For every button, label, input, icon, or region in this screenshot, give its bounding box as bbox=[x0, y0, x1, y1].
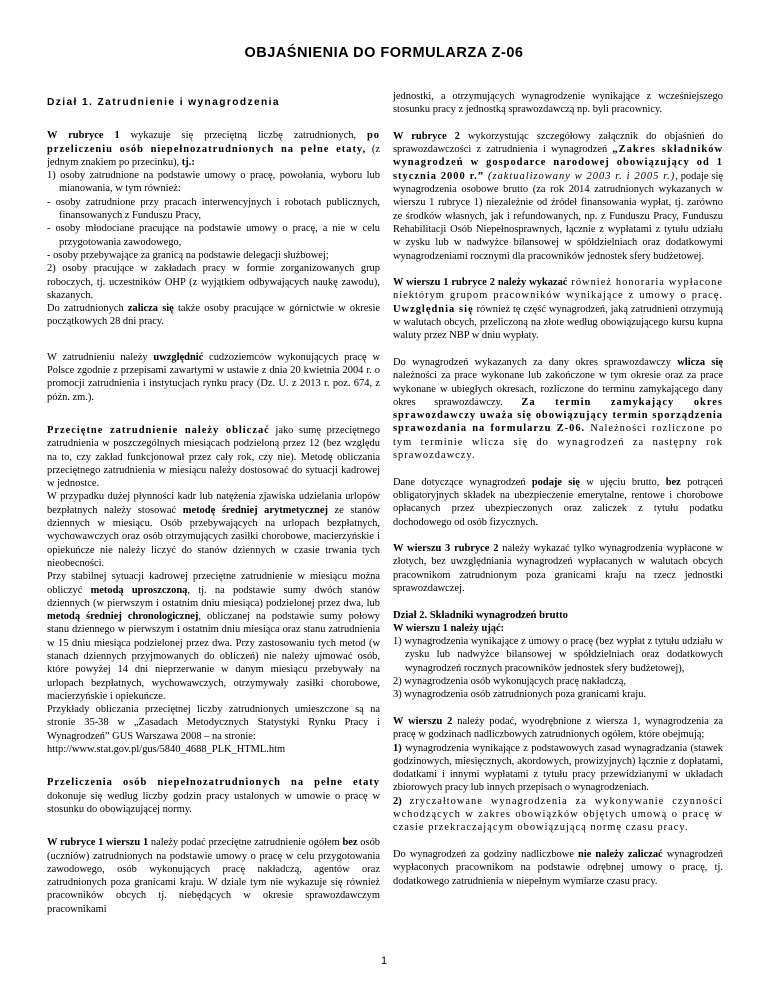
text-bold: wlicza się bbox=[677, 356, 723, 368]
paragraph-wiersz2 bbox=[393, 715, 723, 835]
paragraph-nadliczbowe bbox=[393, 848, 723, 888]
list-item: 2) wynagrodzenia osób wykonujących pracę nakładczą, bbox=[393, 676, 627, 688]
text: Należności rozliczone po tym terminie wlicza się do wynagrodzeń za następny rok sprawozdawczy. bbox=[393, 423, 723, 462]
text: Przykłady obliczania przeciętnej liczby zatrudnionych umieszczone są na stronie 35-38 w „Zasadach Metodycznych Statystyki Rynku Pracy i Wynagrodzeń” GUS Warszawa 2008 – na stronie: bbox=[47, 704, 380, 742]
text-bold: W rubryce 2 bbox=[393, 130, 460, 142]
section1-heading bbox=[47, 96, 380, 109]
text-bold: W wierszu 2 bbox=[393, 715, 453, 727]
page-title: OBJAŚNIENIA DO FORMULARZA Z-06 bbox=[244, 45, 524, 61]
text: Do wynagrodzeń za godziny nadliczbowe bbox=[393, 848, 579, 860]
text: należy podać przeciętne zatrudnienie ogółem bbox=[148, 837, 343, 849]
text-bold: metodę średniej arytmetycznej bbox=[182, 504, 328, 516]
url-link[interactable]: http://www.stat.gov.pl/gus/5840_4688_PLK_HTML.htm bbox=[47, 744, 286, 756]
text-bold: W wierszu 3 rubryce 2 bbox=[393, 543, 499, 555]
text-bold: bez bbox=[665, 476, 681, 488]
paragraph-przeliczenia bbox=[47, 776, 380, 816]
text: (z jednym znakiem po przecinku), bbox=[47, 143, 380, 168]
section1-heading-text: Dział 1. Zatrudnienie i wynagrodzenia bbox=[47, 97, 280, 108]
paragraph-wiersz1-rubryka2 bbox=[393, 276, 723, 342]
text-bold: W rubryce 1 wierszu 1 bbox=[47, 837, 149, 849]
text: Dane dotyczące wynagrodzeń bbox=[393, 476, 532, 488]
list-item: - osoby młodociane pracujące na podstawie umowy o pracę, a nie w celu przygotowania zawodowego, bbox=[47, 223, 380, 248]
text: , obliczanej na podstawie sumy połowy stanu dziennego w pierwszym i ostatnim dniu miesiąca oraz stanu zatrudnienia w 15 dniu miesiąca podzielonej przez dwa. Przy zastosowaniu tych metod (w stanach dziennych przyjmowanych do obliczeń) nie należy ujmować osób, które powyżej 14 dni nieprzerwanie w danym miesiącu przebywały na urlopach bezpłatnych, wychowawczych, otrzymywały zasiłki chorobowe, macierzyńskie i opiekuńcze. bbox=[47, 611, 380, 702]
text: , tj. na podstawie sumy dwóch stanów dziennych (w pierwszym i ostatnim dniu miesiąca) podzielonej przez dwa, lub bbox=[47, 584, 380, 609]
list-item: - osoby przebywające za granicą na podstawie delegacji służbowej; bbox=[47, 249, 329, 261]
text: , podaje się wynagrodzenia osobowe brutto (za rok 2014 zatrudnionych wykazanych w wierszu 1 rubryce 1) niezależnie od źródeł finansowania wypłat, tj. zarówno ze środków własnych, jak i refundowanych, np. z Funduszu Pracy, Funduszu Rehabilitacji Osób Niepełnosprawnych, łącznie z wypłatami z tytułu udziału w zysku lub w nadwyżce bilansowej w spółdzielniach oraz dodatkowymi wynagrodzeniami rocznymi dla pracowników jednostek sfery budżetowej. bbox=[393, 170, 724, 262]
text: osób (uczniów) zatrudnionych na podstawie umowy o pracę w celu przygotowania zawodowego, osób wykonujących pracę nakładczą, agentów oraz zatrudnionych poza granicami kraju. W dziale tym nie wykazuje się również pracowników obcych tj. niebędących w okresie sprawozdawczym pracownikami bbox=[47, 837, 381, 915]
text-bold: Uwzględnia się bbox=[393, 303, 474, 315]
text-bold: metodą uproszczoną bbox=[90, 584, 188, 596]
text: wynagrodzeń wypłaconych pracownikom na podstawie odrębnej umowy o pracę, tj. dodatkowego zatrudnienia w niepełnym wymiarze czasu pracy. bbox=[393, 848, 723, 887]
text-bold: Przeciętne zatrudnienie należy obliczać bbox=[47, 424, 270, 436]
text-bold: 2) bbox=[393, 795, 402, 807]
list-item: 1) wynagrodzenia wynikające z umowy o pracę (bez wypłat z tytułu udziału w zysku lub nadwyżce bilansowej w spółdzielniach oraz dodatkowych wynagrodzeń rocznych pracowników jednostek sfery budżetowej), bbox=[393, 636, 723, 674]
text-bold: zalicza się bbox=[127, 303, 174, 315]
text-bold: nie należy zaliczać bbox=[578, 848, 663, 860]
section2-heading: Dział 2. Składniki wynagrodzeń brutto bbox=[393, 609, 568, 621]
text: jako sumę przeciętnego zatrudnienia w poszczególnych miesiącach podzieloną przez 12 (bez względu na to, czy zakład funkcjonował przez cały rok, czy nie). Metodę obliczania przeciętnego zatrudnienia w miesiącu należy dostosować do sytuacji kadrowej w jednostce. bbox=[47, 424, 380, 490]
text-bold: 1) bbox=[393, 742, 402, 754]
text-bold: bez bbox=[342, 837, 358, 849]
text: należy wykazać tylko wynagrodzenia wypłacone w złotych, bez uwzględniania wynagrodzeń wypłacanych w walutach obcych pracownikom zatrudnionym poza granicami kraju na rzecz jednostki sprawozdawczej. bbox=[393, 543, 723, 594]
left-column bbox=[47, 96, 380, 929]
text: należności za prace wykonane lub zakończone w tym okresie oraz za prace wykonane w ubiegłych okresach, rozliczone do terminu zamykającego dany okres sprawozdawczy. bbox=[393, 370, 723, 408]
section2 bbox=[393, 609, 723, 702]
text: także osoby pracujące w górnictwie w okresie początkowych 28 dni pracy. bbox=[47, 303, 381, 328]
text-bold: Przeliczenia osób niepełnozatrudnionych na pełne etaty bbox=[47, 777, 380, 789]
text: W przypadku dużej płynności kadr lub natężenia zjawiska udzielania urlopów bezpłatnych należy stosować bbox=[47, 491, 380, 516]
text: również tę część wynagrodzeń, jaką zatrudnieni otrzymują w walutach obcych, przeliczoną na złote według obowiązującego kursu kupna waluty przez NBP w dniu wypłaty. bbox=[393, 303, 723, 342]
text: cudzoziemców wykonujących pracę w Polsce zgodnie z przepisami zawartymi w ustawie z dnia 20 kwietnia 2004 r. o promocji zatrudnienia i instytucjach rynku pracy (Dz. U. z 2013 r. poz. 674, z późn. zm.). bbox=[47, 351, 380, 403]
paragraph-brutto bbox=[393, 476, 723, 529]
list-item: - osoby zatrudnione przy pracach interwencyjnych i robotach publicznych, finansowanych z Funduszu Pracy, bbox=[47, 196, 380, 222]
text-italic: (zaktualizowany w 2003 r. i 2005 r.) bbox=[484, 170, 676, 182]
text: ze stanów dziennych w miesiącu. Osób przebywających na urlopach bezpłatnych, wychowawczych oraz osób otrzymujących zasiłki chorobowe, macierzyńskie i opiekuńcze nie należy liczyć do stanów dziennych w czasie trwania tych nieobecności. bbox=[47, 504, 380, 569]
right-column bbox=[393, 91, 724, 901]
text: należy podać, wyodrębnione z wiersza 1, wynagrodzenia za pracę w godzinach nadliczbowych zatrudnionych ogółem, które obejmują; bbox=[393, 715, 723, 741]
paragraph-continuation: jednostki, a otrzymujących wynagrodzenie wynikające z wcześniejszego stosunku pracy z jednostką sprawozdawczą np. byli pracownicy. bbox=[393, 91, 723, 116]
list-item: 2) osoby pracujące w zakładach pracy w formie zorganizowanych grup roboczych, tj. uczestników OHP (z wyjątkiem odbywających naukę zawodu), skazanych. bbox=[47, 263, 380, 301]
text: w ujęciu brutto, bbox=[579, 476, 666, 488]
text: Do wynagrodzeń wykazanych za dany okres sprawozdawczy bbox=[393, 356, 678, 368]
paragraph-wiersz3 bbox=[393, 542, 723, 595]
text: Przy stabilnej sytuacji kadrowej przeciętne zatrudnienie w miesiącu można obliczyć bbox=[47, 571, 380, 596]
text: wynagrodzenia wynikające z podstawowych zasad wynagradzania (stawek godzinowych, miesięcznych, akordowych, prowizyjnych) łącznie z dopłatami, dodatkami i innymi wypłatami z tytułu pracy przewidzianymi w układach zbiorowych pracy lub innych przepisach o wynagrodzeniach. bbox=[393, 742, 723, 794]
text: również honoraria wypłacone niektórym grupom pracowników wynikające z umowy o pracę. bbox=[393, 277, 723, 302]
paragraph-okres bbox=[393, 356, 723, 462]
text-bold: tj.: bbox=[181, 156, 195, 168]
paragraph-cudzoziemcy bbox=[47, 351, 380, 404]
text-bold: po przeliczeniu osób niepełnozatrudnionych na pełne etaty, bbox=[47, 130, 380, 155]
text-bold: „Zakres składników wynagrodzeń w gospodarce narodowej obowiązujący od 1 stycznia 2000 r.” bbox=[393, 144, 723, 182]
paragraph-rubryka1-wiersz1 bbox=[47, 836, 380, 916]
text-bold: W wierszu 1 należy ująć: bbox=[393, 622, 505, 634]
page-number: 1 bbox=[380, 955, 388, 967]
text-bold: W wierszu 1 rubryce 2 należy wykazać bbox=[393, 277, 568, 289]
paragraph-rubryka2 bbox=[393, 130, 723, 263]
text: wykorzystując szczegółowy załącznik do objaśnień do sprawozdawczości z zatrudnienia i wynagrodzeń bbox=[393, 130, 723, 156]
paragraph-rubryka1 bbox=[47, 129, 380, 328]
text-bold: metodą średniej chronologicznej bbox=[47, 611, 199, 623]
text: dokonuje się według liczby godzin pracy ustalonych w umowie o pracę w stosunku do obowiązującej normy. bbox=[47, 790, 380, 815]
text: potrąceń obligatoryjnych składek na ubezpieczenie emerytalne, rentowe i chorobowe opłacanych przez ubezpieczonych oraz zaliczek z tytułu podatku dochodowego od osób fizycznych. bbox=[393, 476, 723, 528]
text: zryczałtowane wynagrodzenia za wykonywanie czynności wchodzących w zakres obowiązków objętych umową o pracę w czasie przekraczającym obowiązującą normę czasu pracy. bbox=[393, 795, 723, 834]
text-bold: W rubryce 1 bbox=[47, 130, 120, 142]
text: wykazuje się przeciętną liczbę zatrudnionych, bbox=[119, 130, 367, 142]
text-bold: Za termin zamykający okres sprawozdawczy uważa się obowiązujący termin sporządzenia sprawozdania na formularzu Z-06. bbox=[393, 396, 723, 435]
text: Do zatrudnionych bbox=[47, 303, 128, 315]
text-bold: podaje się bbox=[531, 476, 580, 488]
list-item: 3) wynagrodzenia osób zatrudnionych poza granicami kraju. bbox=[393, 689, 647, 701]
paragraph-przecietne bbox=[47, 424, 380, 756]
list-item: 1) osoby zatrudnione na podstawie umowy o pracę, powołania, wyboru lub mianowania, w tym również: bbox=[47, 170, 380, 195]
text-bold: uwzględnić bbox=[153, 351, 204, 363]
text: W zatrudnieniu należy bbox=[47, 351, 154, 363]
